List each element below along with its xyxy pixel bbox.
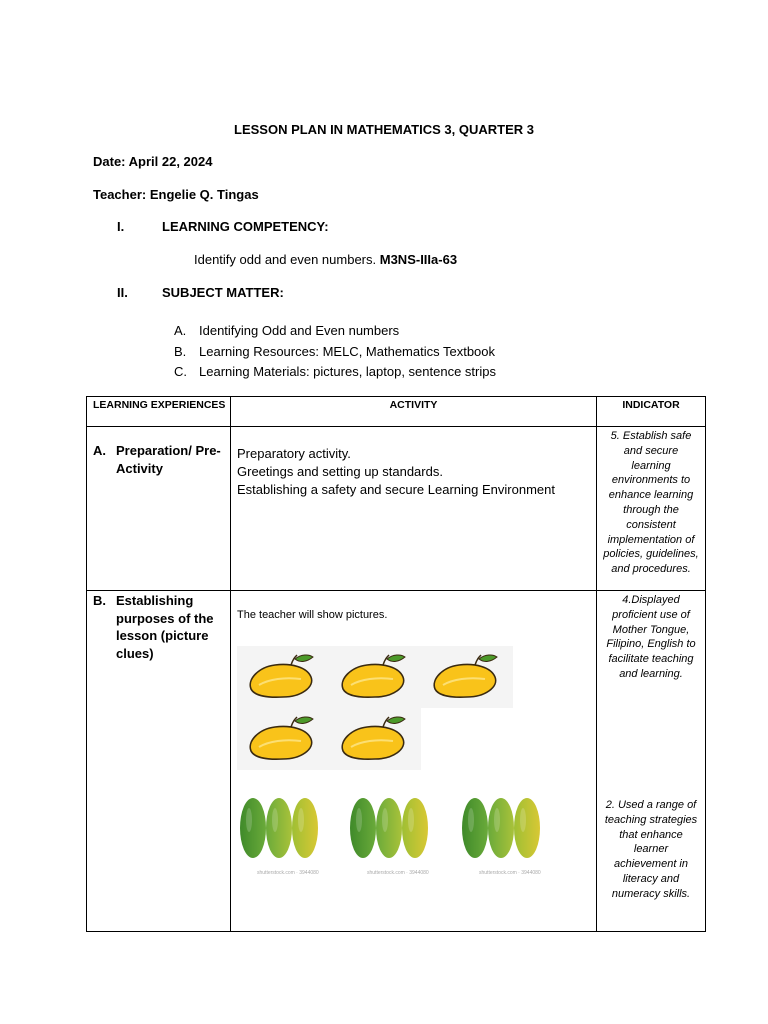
subject-item-b-text: Learning Resources: MELC, Mathematics Textbook bbox=[199, 344, 496, 359]
mango-image bbox=[429, 653, 499, 701]
competency-numeral: I. bbox=[117, 219, 125, 234]
subject-heading: SUBJECT MATTER: bbox=[162, 285, 284, 300]
papaya-group bbox=[239, 794, 323, 874]
mango-image bbox=[337, 653, 407, 701]
table-row-establishing-purpose bbox=[87, 591, 706, 932]
header-activity: ACTIVITY bbox=[231, 397, 597, 427]
indicator-text-1: 4.Displayed proficient use of Mother Tongue, Filipino, English to facilitate teaching and learning. bbox=[606, 594, 696, 680]
subject-item-c-text: Learning Materials: pictures, laptop, sentence strips bbox=[199, 364, 496, 379]
experience-letter: A. bbox=[93, 443, 106, 458]
mango-image bbox=[337, 715, 407, 763]
indicator-text-2: 2. Used a range of teaching strategies that enhance learner achievement in literacy and numeracy skills. bbox=[604, 799, 698, 900]
experience-cell bbox=[87, 427, 231, 591]
competency-heading: LEARNING COMPETENCY: bbox=[162, 219, 329, 234]
subject-item-b-letter: B. bbox=[174, 344, 187, 359]
activity-line: Greetings and setting up standards. bbox=[237, 464, 443, 479]
activity-line: Preparatory activity. bbox=[237, 446, 351, 461]
subject-item-a-text: Identifying Odd and Even numbers bbox=[199, 323, 400, 338]
mango-picture bbox=[237, 646, 513, 770]
competency-code: M3NS-IIIa-63 bbox=[379, 252, 458, 267]
subject-item-c-letter: C. bbox=[174, 364, 187, 379]
papaya-image bbox=[349, 794, 433, 864]
subject-item-a-letter: A. bbox=[174, 323, 187, 338]
activity-cell bbox=[231, 427, 597, 591]
papaya-picture bbox=[231, 794, 596, 884]
papaya-group bbox=[349, 794, 433, 874]
watermark-text: shutterstock.com · 3944080 bbox=[479, 870, 541, 876]
mango-image bbox=[245, 653, 315, 701]
watermark-text: shutterstock.com · 3944080 bbox=[257, 870, 319, 876]
experience-cell bbox=[87, 591, 231, 932]
experience-label: Establishing purposes of the lesson (picture clues) bbox=[116, 593, 214, 661]
table-row-preparation bbox=[87, 427, 706, 591]
indicator-cell: 5. Establish safe and secure learning environments to enhance learning through the consistent implementation of policies, guidelines, and procedures. bbox=[597, 427, 706, 591]
experience-letter: B. bbox=[93, 593, 106, 608]
papaya-image bbox=[461, 794, 545, 864]
teacher-line: Teacher: Engelie Q. Tingas bbox=[93, 187, 259, 202]
document-title: LESSON PLAN IN MATHEMATICS 3, QUARTER 3 bbox=[234, 122, 534, 137]
experience-label: Preparation/ Pre-Activity bbox=[116, 443, 221, 476]
header-indicator: INDICATOR bbox=[597, 397, 706, 427]
competency-statement bbox=[194, 252, 457, 268]
lesson-table bbox=[86, 396, 706, 932]
papaya-image bbox=[239, 794, 323, 864]
activity-line: Establishing a safety and secure Learning Environment bbox=[237, 482, 555, 497]
header-learning-experiences: LEARNING EXPERIENCES bbox=[87, 397, 231, 427]
subject-numeral: II. bbox=[117, 285, 128, 300]
papaya-group bbox=[461, 794, 545, 874]
activity-cell bbox=[231, 591, 597, 932]
activity-text: The teacher will show pictures. bbox=[237, 609, 388, 621]
mango-image bbox=[245, 715, 315, 763]
indicator-cell bbox=[597, 591, 706, 932]
date-line: Date: April 22, 2024 bbox=[93, 154, 213, 169]
table-header-row bbox=[87, 397, 706, 427]
watermark-text: shutterstock.com · 3944080 bbox=[367, 870, 429, 876]
competency-text: Identify odd and even numbers. bbox=[194, 252, 377, 267]
